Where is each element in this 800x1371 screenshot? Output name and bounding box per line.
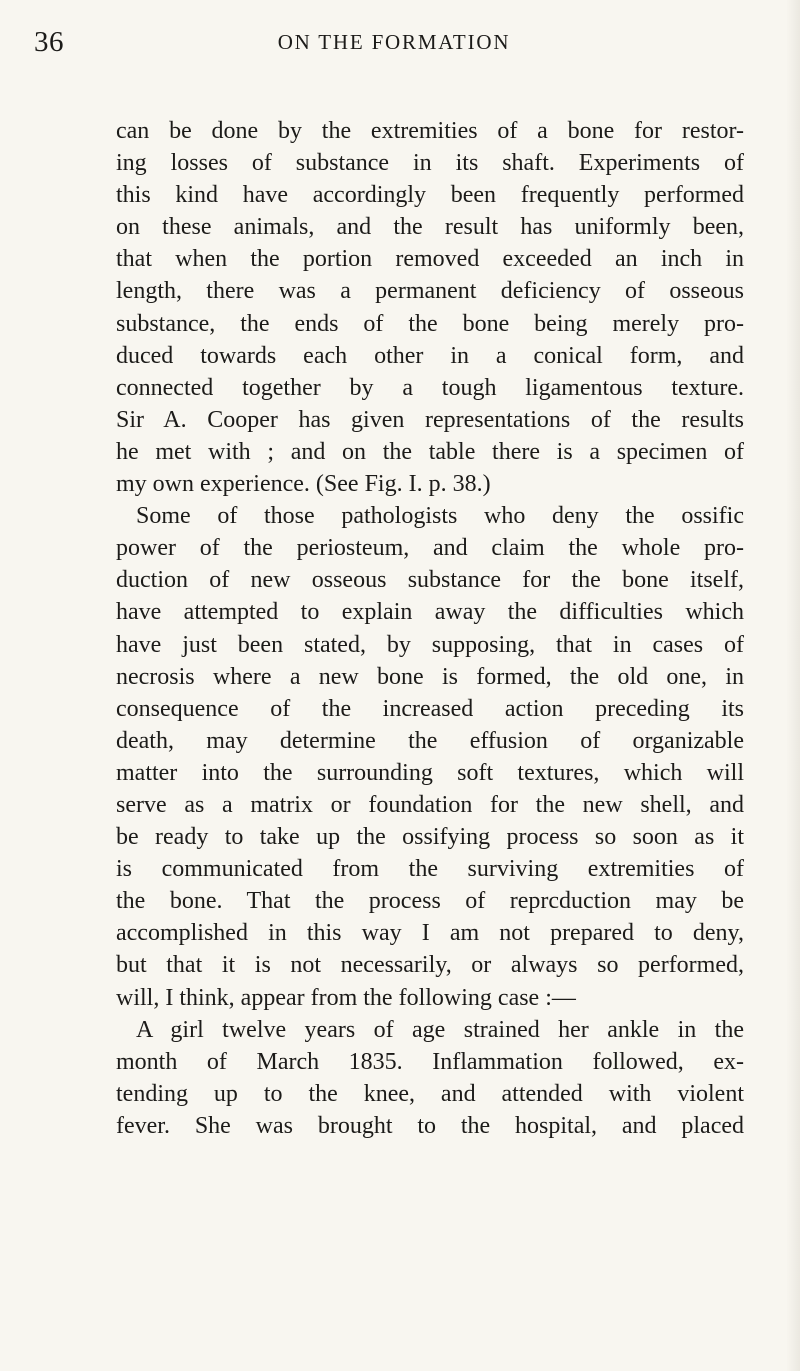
- page-number: 36: [34, 26, 64, 58]
- text-line: length, there was a permanent deficiency of osseous: [116, 278, 744, 305]
- page-header: [34, 26, 754, 66]
- text-line: necrosis where a new bone is formed, the old one, in: [116, 663, 744, 690]
- running-head: ON THE FORMATION: [277, 30, 511, 54]
- text-line: serve as a matrix or foundation for the new shell, and: [116, 791, 744, 818]
- text-line: A girl twelve years of age strained her ankle in the: [136, 1016, 744, 1043]
- text-line: the bone. That the process of reprcduction may be: [116, 888, 744, 915]
- text-line: power of the periosteum, and claim the whole pro-: [116, 535, 744, 562]
- text-line: consequence of the increased action preceding its: [116, 695, 744, 722]
- text-line: but that it is not necessarily, or always so performed,: [116, 952, 744, 979]
- text-line: month of March 1835. Inflammation followed, ex-: [116, 1048, 744, 1075]
- body-text: [116, 115, 744, 1142]
- text-line: substance, the ends of the bone being merely pro-: [116, 310, 744, 337]
- text-line: death, may determine the effusion of organizable: [116, 727, 744, 754]
- text-line: have just been stated, by supposing, that in cases of: [116, 631, 744, 658]
- text-line: matter into the surrounding soft textures, which will: [116, 759, 744, 786]
- text-line: Sir A. Cooper has given representations of the results: [116, 406, 744, 433]
- text-line: have attempted to explain away the difficulties which: [116, 599, 744, 626]
- text-line: connected together by a tough ligamentous texture.: [116, 374, 744, 401]
- text-line: duced towards each other in a conical form, and: [116, 342, 744, 369]
- page-edge-shadow: [786, 0, 800, 1371]
- text-line: fever. She was brought to the hospital, and placed: [116, 1112, 744, 1139]
- text-line: he met with ; and on the table there is a specimen of: [116, 438, 744, 465]
- text-line: my own experience. (See Fig. I. p. 38.): [116, 471, 491, 498]
- text-line: Some of those pathologists who deny the ossific: [136, 503, 744, 530]
- text-line: is communicated from the surviving extremities of: [116, 856, 744, 883]
- text-line: duction of new osseous substance for the bone itself,: [116, 567, 744, 594]
- text-line: tending up to the knee, and attended with violent: [116, 1080, 744, 1107]
- text-line: on these animals, and the result has uniformly been,: [116, 214, 744, 241]
- text-line: ing losses of substance in its shaft. Experiments of: [116, 150, 744, 177]
- text-line: that when the portion removed exceeded an inch in: [116, 246, 744, 273]
- text-line: this kind have accordingly been frequently performed: [116, 182, 744, 209]
- text-line: be ready to take up the ossifying process so soon as it: [116, 824, 744, 851]
- text-line: can be done by the extremities of a bone for restor-: [116, 118, 744, 144]
- text-line: will, I think, appear from the following case :—: [116, 984, 576, 1011]
- text-line: accomplished in this way I am not prepared to deny,: [116, 920, 744, 947]
